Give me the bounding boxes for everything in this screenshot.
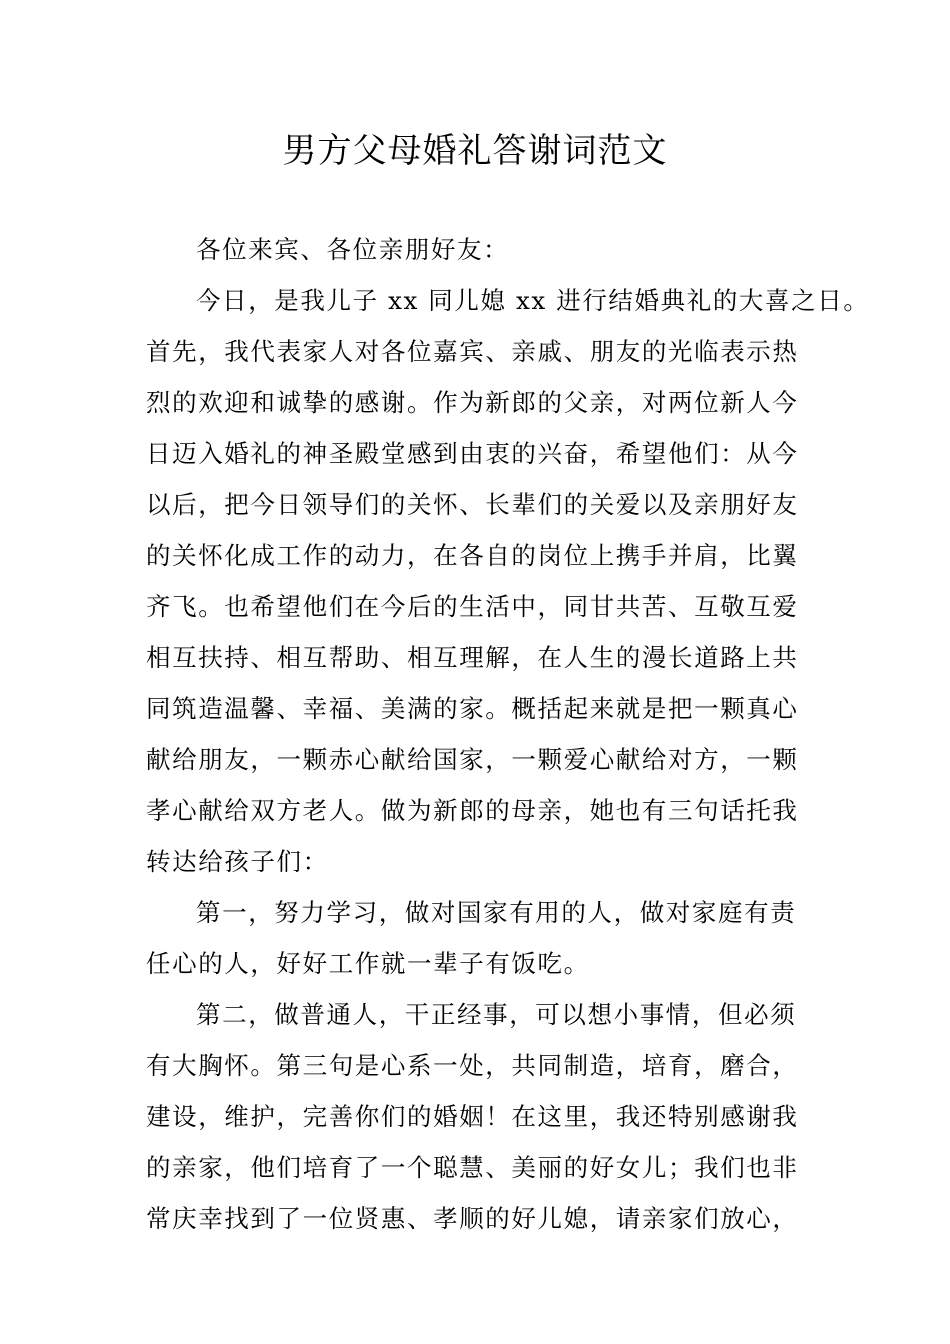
paragraph-line: 第一，努力学习，做对国家有用的人，做对家庭有责 xyxy=(196,898,797,927)
paragraph-line: 同筑造温馨、幸福、美满的家。概括起来就是把一颗真心 xyxy=(146,694,799,723)
paragraph-line: 首先，我代表家人对各位嘉宾、亲戚、朋友的光临表示热 xyxy=(146,337,799,366)
paragraph-line: 相互扶持、相互帮助、相互理解，在人生的漫长道路上共 xyxy=(146,643,799,672)
paragraph-line: 烈的欢迎和诚挚的感谢。作为新郎的父亲，对两位新人今 xyxy=(146,388,799,417)
paragraph-line: 献给朋友，一颗赤心献给国家，一颗爱心献给对方，一颗 xyxy=(146,745,799,774)
greeting-line: 各位来宾、各位亲朋好友： xyxy=(196,235,510,264)
paragraph-line: 孝心献给双方老人。做为新郎的母亲，她也有三句话托我 xyxy=(146,796,799,825)
paragraph-line: 转达给孩子们： xyxy=(146,847,329,876)
document-title: 男方父母婚礼答谢词范文 xyxy=(282,131,668,171)
paragraph-line: 以后，把今日领导们的关怀、长辈们的关爱以及亲朋好友 xyxy=(146,490,799,519)
paragraph-line: 建设，维护，完善你们的婚姻！在这里，我还特别感谢我 xyxy=(146,1102,799,1131)
paragraph-line: 今日，是我儿子 xx 同儿媳 xx 进行结婚典礼的大喜之日。 xyxy=(196,286,870,315)
paragraph-line: 任心的人，好好工作就一辈子有饭吃。 xyxy=(146,949,590,978)
paragraph-line: 日迈入婚礼的神圣殿堂感到由衷的兴奋，希望他们：从今 xyxy=(146,439,799,468)
paragraph-line: 齐飞。也希望他们在今后的生活中，同甘共苦、互敬互爱 xyxy=(146,592,799,621)
document-body xyxy=(146,224,870,1244)
paragraph-line: 的关怀化成工作的动力，在各自的岗位上携手并肩，比翼 xyxy=(146,541,799,570)
paragraph-line: 有大胸怀。第三句是心系一处，共同制造，培育，磨合， xyxy=(146,1051,799,1080)
paragraph-line: 第二，做普通人，干正经事，可以想小事情，但必须 xyxy=(196,1000,797,1029)
paragraph-line: 常庆幸找到了一位贤惠、孝顺的好儿媳，请亲家们放心， xyxy=(146,1204,799,1233)
paragraph-line: 的亲家，他们培育了一个聪慧、美丽的好女儿；我们也非 xyxy=(146,1153,799,1182)
